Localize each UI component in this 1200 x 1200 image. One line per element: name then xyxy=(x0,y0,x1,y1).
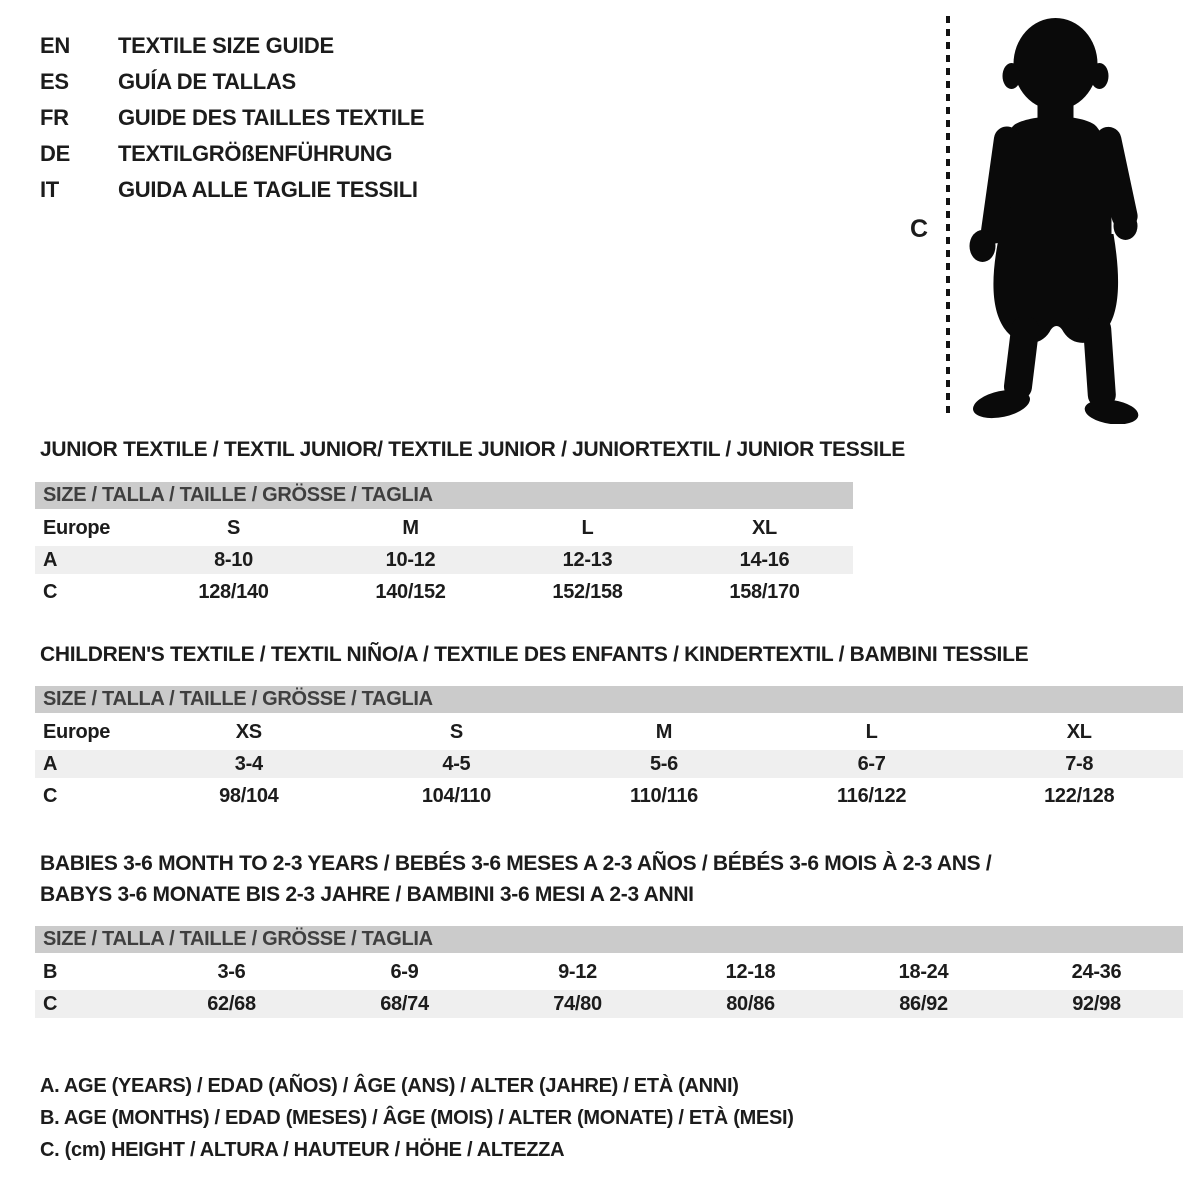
value-cell: 152/158 xyxy=(552,580,623,603)
value-cell: 62/68 xyxy=(207,992,256,1015)
table-row xyxy=(35,576,853,608)
table-row xyxy=(35,988,1183,1020)
size-cell: S xyxy=(226,516,241,539)
section-title-babies xyxy=(40,848,991,910)
size-header-bar: SIZE / TALLA / TAILLE / GRÖSSE / TAGLIA xyxy=(35,686,1183,713)
section-title-line: BABIES 3-6 MONTH TO 2-3 YEARS / BEBÉS 3-6 MESES A 2-3 AÑOS / BÉBÉS 3-6 MOIS À 2-3 ANS / xyxy=(40,852,992,875)
section-title-line: BABYS 3-6 MONATE BIS 2-3 JAHRE / BAMBINI 3-6 MESI A 2-3 ANNI xyxy=(40,883,694,906)
language-code: IT xyxy=(40,177,59,202)
language-title: GUIDE DES TAILLES TEXTILE xyxy=(118,105,425,130)
language-row xyxy=(40,64,424,100)
language-code: FR xyxy=(40,105,69,130)
size-header-bar: SIZE / TALLA / TAILLE / GRÖSSE / TAGLIA xyxy=(35,482,853,509)
value-cell: 116/122 xyxy=(837,784,907,807)
legend-line: A. AGE (YEARS) / EDAD (AÑOS) / ÂGE (ANS) / ALTER (JAHRE) / ETÀ (ANNI) xyxy=(40,1075,739,1097)
row-label-cell: C xyxy=(43,992,58,1015)
language-title: TEXTILE SIZE GUIDE xyxy=(118,33,334,58)
row-label-cell: A xyxy=(43,752,58,775)
region-label-cell: Europe xyxy=(43,720,111,743)
value-cell: 14-16 xyxy=(739,548,790,571)
row-label-cell: B xyxy=(43,960,58,983)
language-code: ES xyxy=(40,69,69,94)
value-cell: 110/116 xyxy=(629,784,698,807)
value-cell: 9-12 xyxy=(558,960,597,983)
value-cell: 6-7 xyxy=(857,752,886,775)
value-cell: 3-4 xyxy=(234,752,263,775)
table-row xyxy=(35,544,853,576)
value-cell: 4-5 xyxy=(442,752,471,775)
section-title-children xyxy=(40,639,1028,670)
toddler-silhouette-icon xyxy=(963,14,1148,424)
language-row xyxy=(40,100,424,136)
value-cell: 10-12 xyxy=(385,548,436,571)
language-row xyxy=(40,172,424,208)
value-cell: 128/140 xyxy=(198,580,269,603)
table-row xyxy=(35,780,1183,812)
value-cell: 6-9 xyxy=(390,960,419,983)
size-cell: S xyxy=(449,720,463,743)
table-header-row xyxy=(35,512,853,544)
value-cell: 74/80 xyxy=(553,992,602,1015)
size-table-babies xyxy=(35,926,1183,1020)
value-cell: 140/152 xyxy=(375,580,446,603)
row-label-cell: C xyxy=(43,784,58,807)
size-cell: M xyxy=(402,516,419,539)
table-row xyxy=(35,956,1183,988)
language-title-list xyxy=(40,28,424,208)
legend-line: C. (cm) HEIGHT / ALTURA / HAUTEUR / HÖHE / ALTEZZA xyxy=(40,1139,565,1161)
language-title: GUIDA ALLE TAGLIE TESSILI xyxy=(118,177,418,202)
value-cell: 98/104 xyxy=(219,784,279,807)
value-cell: 104/110 xyxy=(421,784,491,807)
language-row xyxy=(40,136,424,172)
size-header-bar: SIZE / TALLA / TAILLE / GRÖSSE / TAGLIA xyxy=(35,926,1183,953)
section-title-junior xyxy=(40,434,905,465)
value-cell: 12-18 xyxy=(725,960,776,983)
value-cell: 5-6 xyxy=(649,752,678,775)
section-title-line: JUNIOR TEXTILE / TEXTIL JUNIOR/ TEXTILE JUNIOR / JUNIORTEXTIL / JUNIOR TESSILE xyxy=(40,438,905,461)
value-cell: 18-24 xyxy=(898,960,949,983)
language-code: EN xyxy=(40,33,70,58)
value-cell: 8-10 xyxy=(214,548,253,571)
legend-line: B. AGE (MONTHS) / EDAD (MESES) / ÂGE (MOIS) / ALTER (MONATE) / ETÀ (MESI) xyxy=(40,1107,794,1129)
height-measure-dashed-line xyxy=(946,16,950,416)
section-title-line: CHILDREN'S TEXTILE / TEXTIL NIÑO/A / TEXTILE DES ENFANTS / KINDERTEXTIL / BAMBINI TESSILE xyxy=(40,643,1029,666)
value-cell: 7-8 xyxy=(1065,752,1094,775)
value-cell: 92/98 xyxy=(1072,992,1121,1015)
height-label-c: C xyxy=(910,215,929,243)
value-cell: 68/74 xyxy=(380,992,429,1015)
value-cell: 122/128 xyxy=(1044,784,1115,807)
size-cell: XL xyxy=(752,516,777,539)
value-cell: 80/86 xyxy=(726,992,775,1015)
size-cell: XL xyxy=(1066,720,1092,743)
language-row xyxy=(40,28,424,64)
size-cell: XS xyxy=(235,720,262,743)
region-label-cell: Europe xyxy=(43,516,111,539)
table-row xyxy=(35,748,1183,780)
size-table-junior xyxy=(35,482,853,608)
value-cell: 12-13 xyxy=(562,548,613,571)
size-cell: M xyxy=(655,720,673,743)
value-cell: 86/92 xyxy=(899,992,948,1015)
value-cell: 24-36 xyxy=(1071,960,1122,983)
legend xyxy=(40,1070,794,1166)
language-code: DE xyxy=(40,141,70,166)
row-label-cell: A xyxy=(43,548,58,571)
row-label-cell: C xyxy=(43,580,58,603)
value-cell: 158/170 xyxy=(729,580,800,603)
language-title: TEXTILGRÖßENFÜHRUNG xyxy=(118,141,393,166)
value-cell: 3-6 xyxy=(217,960,246,983)
language-title: GUÍA DE TALLAS xyxy=(118,69,296,94)
size-table-children xyxy=(35,686,1183,812)
size-cell: L xyxy=(581,516,594,539)
size-cell: L xyxy=(865,720,878,743)
table-header-row xyxy=(35,716,1183,748)
